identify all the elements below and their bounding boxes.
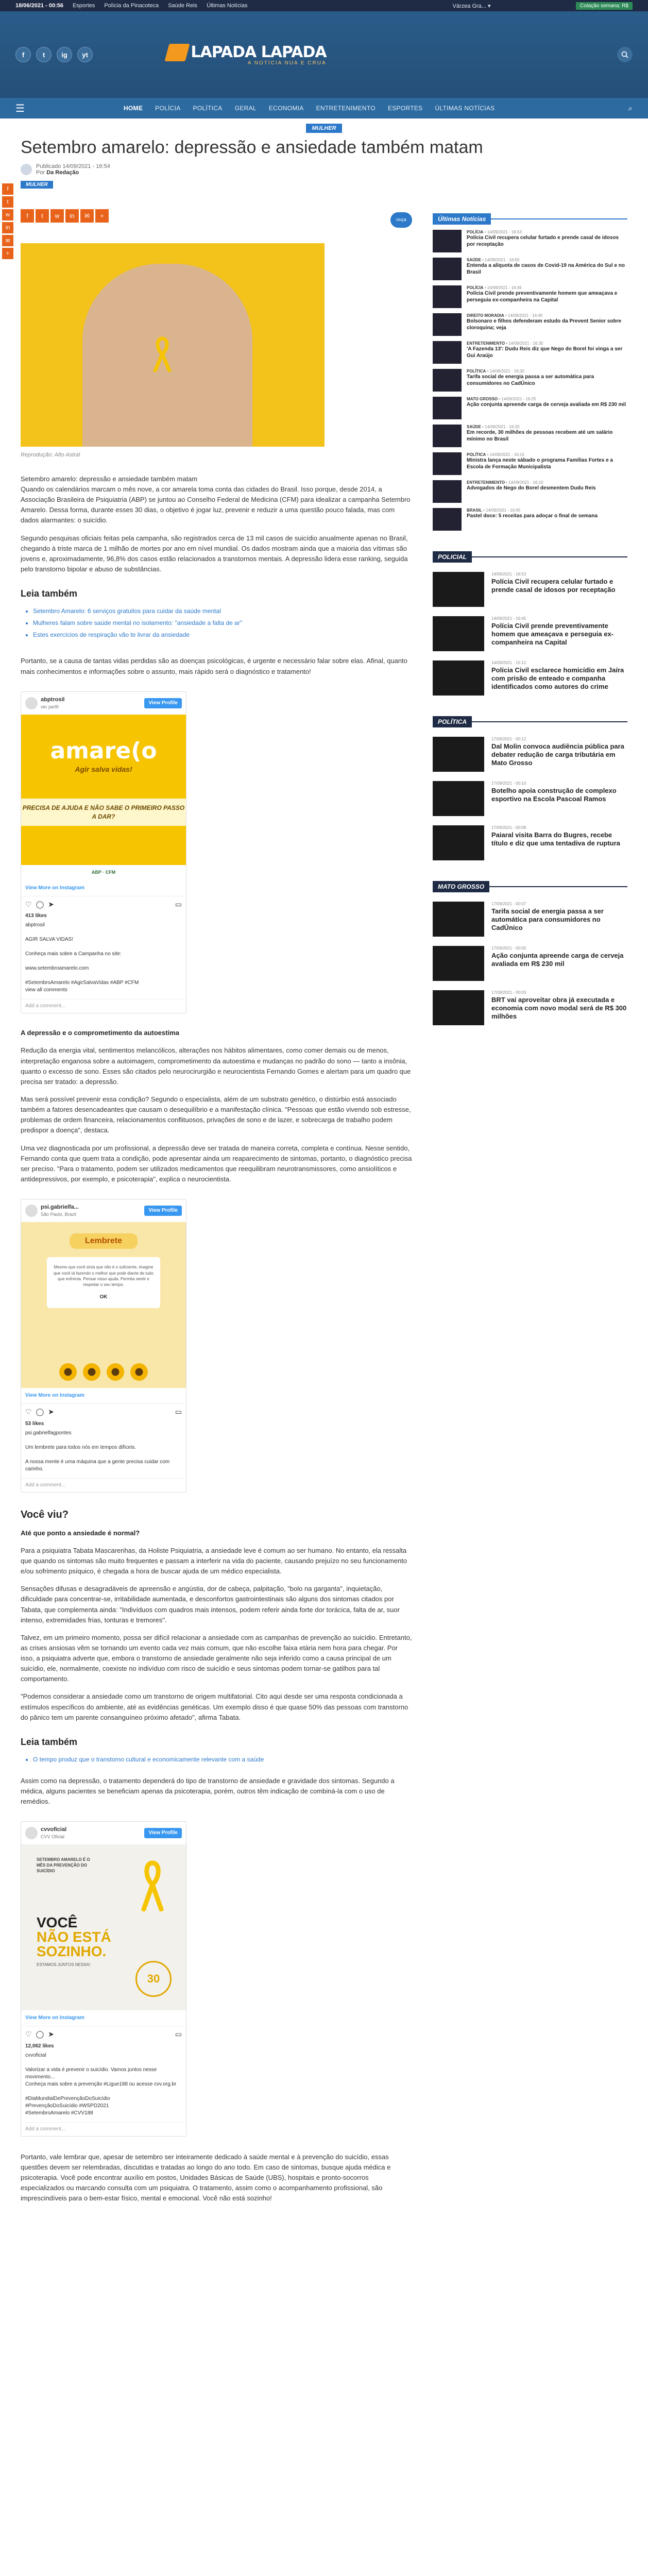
related-link[interactable]: • O tempo produz que o transtorno cultural e economicamente relevante com a saúde [33,1754,412,1766]
paragraph: Assim como na depressão, o tratamento dependerá do tipo de transtorno de ansiedade e gravidade dos sintomas. Segundo a médica, alguns pacientes se beneficiam apenas da psicoterapia, porém, outros têm indicação de combiná-la com o uso de remédios. [21,1776,395,1805]
sunflower-icon [83,1363,100,1381]
politica-list [433,737,627,860]
insta-image-headline-1: VOCÊ [37,1914,78,1930]
news-thumbnail[interactable] [433,341,462,364]
news-title[interactable]: Ação conjunta apreende carga de cerveja avaliada em R$ 230 mil [467,401,626,408]
insta-username[interactable]: abptrosil [41,696,65,703]
news-title[interactable]: Botelho apoia construção de complexo esportivo na Escola Pascoal Ramos [491,786,617,803]
author-prefix: Por [36,169,45,176]
instagram-icon[interactable]: ig [57,47,72,62]
news-title[interactable]: Bolsonaro e filhos defenderam estudo da Prevent Senior sobre cloroquina; veja [467,318,622,331]
insta-image-headline-3: SOZINHO. [37,1943,107,1959]
logo-mark-icon [165,44,190,61]
share-twitter-icon[interactable]: t [36,209,49,223]
menu-icon[interactable]: ☰ [15,103,25,114]
news-title[interactable]: Em recorde, 30 milhões de pessoas recebem até um salário mínimo no Brasil [467,429,613,442]
news-date: 14/09/2021 - 16:35 [508,341,543,346]
news-date: 17/09/2021 - 00:10 [491,781,526,786]
list-item[interactable] [433,781,627,816]
news-date: 14/09/2021 - 16:45 [487,285,522,290]
news-category: SAÚDE [467,257,482,262]
list-item[interactable]: POLÍCIA • 14/09/2021 - 16:45 Polícia Civil prende preventivamente homem que ameaçava e perseguia ex-companheira na Capital [433,285,627,308]
avatar [25,1205,38,1217]
logo-tagline: A NOTÍCIA NUA E CRUA [247,60,327,66]
nav-geral[interactable]: GERAL [234,105,257,112]
list-item[interactable] [433,616,627,651]
view-more-link[interactable]: View More on Instagram [21,2010,186,2026]
list-item[interactable] [433,946,627,981]
insta-image-footer: ABP · CFM [21,865,186,880]
insta-image-strip: PRECISA DE AJUDA E NÃO SABE O PRIMEIRO PASSO A DAR? [21,799,186,826]
news-thumbnail[interactable] [433,572,484,607]
news-thumbnail[interactable] [433,946,484,981]
news-title[interactable]: Advogados de Nego do Borel desmentem Dudu Reis [467,485,596,491]
news-thumbnail[interactable] [433,452,462,475]
likes-count: 413 likes [25,913,47,919]
listen-button[interactable]: ouça [390,212,412,228]
insta-caption: cvvoficial Valorizar a vida é prevenir o suicídio. Vamos juntos nesse movimento... Conheça mais sobre a prevenção #Ligue188 ou acesse cvv.org.br #DiaMundialDePrevençãoDoSuicídio #PrevençãoDoSuicídio #WSPD2021 #SetembroAmarelo #CVV188 [25,2052,177,2116]
policial-title[interactable]: POLICIAL [433,551,472,563]
paragraph: Portanto, se a causa de tantas vidas perdidas são as doenças psicológicas, é urgente e necessário falar sobre elas. Afinal, quanto mais conhecimentos e informações sobre o assunto, mais rápido será o diagnóstico e tratamento! [21,657,407,675]
instagram-embed-2 [21,1199,186,1493]
related-link[interactable]: • Mulheres falam sobre saúde mental no isolamento: "ansiedade a falta de ar" [33,617,412,629]
published-date: Publicado 14/09/2021 - 16:54 [36,163,110,170]
facebook-icon[interactable]: f [15,47,31,62]
section-subheading: Até que ponto a ansiedade é normal? [21,1529,140,1537]
list-item[interactable]: MATO GROSSO • 14/09/2021 - 16:25 Ação conjunta apreende carga de cerveja avaliada em R$ 230 mil [433,397,627,419]
list-item[interactable]: POLÍTICA • 14/09/2021 - 16:30 Tarifa social de energia passa a ser automática para consumidores no CadÚnico [433,369,627,392]
weather-ticker[interactable]: Várzea Gra... ▾ [452,3,491,9]
instagram-embed-3 [21,1821,186,2137]
news-date: 17/09/2021 - 00:12 [491,736,526,741]
news-thumbnail[interactable] [433,660,484,696]
insta-image-small-text: SETEMBRO AMARELO É O MÊS DA PREVENÇÃO DO SUICÍDIO [37,1857,90,1874]
top-link-1[interactable]: Esportes [72,3,95,9]
news-title[interactable]: Ação conjunta apreende carga de cerveja avaliada em R$ 230 mil [491,951,624,968]
nav-esportes[interactable]: ESPORTES [387,105,423,112]
insta-image[interactable] [21,1222,186,1388]
insta-image[interactable] [21,1844,186,2010]
intro-line: Setembro amarelo: depressão e ansiedade também matam [21,474,198,483]
site-header [0,11,648,98]
news-date: 14/09/2021 - 16:45 [491,616,526,621]
latest-news-list [433,230,627,531]
insta-image-footer: ESTAMOS JUNTOS NESSA! [37,1962,91,1967]
mt-heading [433,881,627,892]
list-item[interactable] [433,572,627,607]
news-thumbnail[interactable] [433,616,484,651]
news-title[interactable]: Polícia Civil esclarece homicídio em Jaíra com prisão de enteado e companha identificados como autores do crime [491,666,624,691]
list-item[interactable]: SAÚDE • 14/09/2021 - 16:20 Em recorde, 30 milhões de pessoas recebem até um salário mínimo no Brasil [433,425,627,447]
insta-location: CVV Oficial [41,1834,65,1840]
hero-image [21,243,325,447]
paragraph: Uma vez diagnosticada por um profissional, a depressão deve ser tratada de maneira correta, completa e contínua. Nesse sentido, Fernando conta que quem trata a condição, pode apresentar ainda um reaparecimento de sintomas, portanto, o diagnóstico precisa ser preciso. "Para o tratamento, podem ser utilizados medicamentos que reequilibram neurotransmissores, como ansiolíticos e antidepressivos, por exemplo, e psicoterapia", explica o neurocientista. [21,1144,412,1183]
politica-title[interactable]: POLÍTICA [433,716,472,727]
insta-image-subtitle: Agir salva vidas! [75,765,132,774]
category-label[interactable]: MULHER [306,124,342,133]
heart-icon[interactable]: ♡ [25,1408,32,1416]
news-thumbnail[interactable] [433,425,462,447]
category-tag[interactable]: MULHER [21,181,53,189]
sunflower-icon [59,1363,77,1381]
news-category: POLÍTICA [467,368,486,374]
policial-list [433,572,627,696]
view-profile-button[interactable]: View Profile [144,1206,182,1216]
news-date: 14/09/2021 - 16:53 [491,571,526,577]
share-whatsapp-icon[interactable]: w [2,209,13,221]
sunflowers [59,1363,148,1388]
news-title[interactable]: Polícia Civil recupera celular furtado e prende casal de idosos por receptação [491,577,616,594]
news-date: 17/09/2021 - 00:07 [491,901,526,906]
news-title[interactable]: Polícia Civil prende preventivamente homem que ameaçava e perseguia ex-companheira na Capital [491,621,614,647]
latest-news-heading [433,213,627,225]
nav-search-icon[interactable]: ⌕ [628,104,633,113]
likes-count: 53 likes [25,1420,44,1427]
news-category: SAÚDE [467,424,482,429]
view-profile-button[interactable]: View Profile [144,1828,182,1838]
bookmark-icon[interactable]: ▭ [175,1408,182,1416]
heart-icon[interactable]: ♡ [25,900,32,908]
share-whatsapp-icon[interactable]: w [50,209,64,223]
hero-caption: Reprodução: Alto Astral [21,451,80,458]
view-profile-button[interactable]: View Profile [144,698,182,708]
paragraph: Talvez, em um primeiro momento, possa ser difícil relacionar a ansiedade com as campanhas de prevenção ao suicídio. Entretanto, as crises ansiosas vêm se tornando um evento cada vez mais comum, que não escolhe faixa etária nem hora para chegar. Por isso, a psiquiatra adverte que, embora o transtorno de ansiedade geralmente não seja inferido como a causa principal de um suicídio, ele, normalmente, coexiste no indivíduo com risco de suicídio e seus sintomas podem tornar-se gatilhos para tal comportamento. [21,1633,412,1683]
header-search-button[interactable] [617,47,633,62]
news-thumbnail[interactable] [433,781,484,816]
leia-tambem-list [33,605,412,640]
insta-image-card-text: Mesmo que você sinta que não é o suficiente, imagine que você tá fazendo o melhor que pode diante de tudo que enfrenta. Pensar nisso ajuda. Permita sentir e respeitar o seu tempo. [54,1265,154,1287]
news-title[interactable]: Polícia Civil recupera celular furtado e prende casal de idosos por receptação [467,234,619,247]
news-date: 17/09/2021 - 00:05 [491,945,526,951]
article-title: Setembro amarelo: depressão e ansiedade também matam [21,138,483,157]
politica-heading [433,716,627,727]
paragraph: "Podemos considerar a ansiedade como um transtorno de origem multifatorial. Cito aqui desde ser uma resposta condicionada a estímulos específicos do ambiente, até as evidências genéticas. Um exemplo disso é que quase 50% das pessoas com transtorno do pânico tem um parente consanguíneo próximo afetado", afirma Tabata. [21,1692,408,1721]
section-subheading: A depressão e o comprometimento da autoestima [21,1029,179,1037]
news-thumbnail[interactable] [433,258,462,280]
news-thumbnail[interactable] [433,902,484,937]
add-comment-input[interactable]: Add a comment... [21,2122,186,2136]
site-logo[interactable] [167,43,326,66]
list-item[interactable]: POLÍTICA • 14/09/2021 - 16:15 Ministra lança neste sábado o programa Famílias Fortes e a Escola de Formação Municipalista [433,452,627,475]
news-category: BRASIL [467,507,482,513]
news-title[interactable]: Tarifa social de energia passa a ser automática para consumidores no CadÚnico [491,907,604,932]
share-twitter-icon[interactable]: t [2,196,13,208]
paragraph: Mas será possível prevenir essa condição? Segundo o especialista, além de um substrato genético, o distúrbio está associado também a fatores desencadeantes que causam o desequilíbrio e a manifestação clínica. "Pessoas que estão vivendo sob estresse, problemas de ordem financeira, relacionamentos conflituosos, privações de sono e de lazer, e sobrecarga de trabalho podem predispor a doença", destaca. [21,1095,411,1134]
quote-badge: Cotação semana: R$ [576,2,633,10]
top-link-3[interactable]: Saúde Reis [168,3,198,9]
list-item[interactable] [433,825,627,860]
likes-count: 12,062 likes [25,2043,54,2049]
mt-list [433,902,627,1025]
list-item[interactable]: POLÍCIA • 14/09/2021 - 16:53 Polícia Civil recupera celular furtado e prende casal de idosos por receptação [433,230,627,252]
view-more-link[interactable]: View More on Instagram [21,1388,186,1404]
news-category: POLÍCIA [467,285,484,290]
news-thumbnail[interactable] [433,230,462,252]
leia-tambem-heading: Leia também [21,1736,78,1747]
leia-tambem-heading: Leia também [21,588,78,599]
insta-location: São Paulo, Brazil [41,1212,77,1217]
news-title[interactable]: Dal Molin convoca audiência pública para debater redução de carga tributária em Mato Grosso [491,742,624,767]
comment-icon[interactable]: ◯ [36,2030,44,2038]
news-title[interactable]: Tarifa social de energia passa a ser automática para consumidores no CadÚnico [467,374,594,386]
share-icon[interactable]: ➤ [48,900,54,908]
share-linkedin-icon[interactable]: in [2,222,13,233]
sidebar [433,209,627,2204]
news-thumbnail[interactable] [433,737,484,772]
paragraph: Quando os calendários marcam o mês nove, a cor amarela toma conta das cidades do Brasil. Isso porque, desde 2014, a Associação Brasileira de Psiquiatria (ABP) se juntou ao Conselho Federal de Medicina (CFM) para idealizar a campanha Setembro Amarelo. Dessa forma, durante esses 30 dias, o objetivo é jogar luz, prevenir e reduzir a uma questão pouco falada, mas com dados alarmantes: o suicídio. [21,485,411,524]
author-avatar [21,164,32,175]
instagram-embed-1 [21,691,186,1014]
add-comment-input[interactable]: Add a comment... [21,1478,186,1492]
news-title[interactable]: BRT vai aproveitar obra já executada e economia com novo modal será de R$ 300 milhões [491,995,627,1021]
nav-ultimas-noticias[interactable]: ÚLTIMAS NOTÍCIAS [435,105,495,112]
policial-heading [433,551,627,563]
youtube-icon[interactable]: yt [77,47,93,62]
avatar [25,697,38,709]
news-thumbnail[interactable] [433,508,462,531]
news-category: POLÍCIA [467,229,484,234]
nav-entretenimento[interactable]: ENTRETENIMENTO [316,105,376,112]
byline [21,163,627,176]
top-link-2[interactable]: Polícia da Pinacoteca [104,3,159,9]
paragraph: Sensações difusas e desagradáveis de apreensão e angústia, dor de cabeça, palpitação, "bolo na garganta", inquietação, dificuldade para concentrar-se, irritabilidade aumentada, e desconfortos gastrointestinais são alguns dos sintomas citados por Tabata, que complementa ainda: "Indivíduos com quadros mais intensos, podem referir ainda forte dor torácica, falta de ar, suor intenso, extremidades frias, tonturas e tremores". [21,1585,400,1624]
insta-image-seal: 30 [135,1961,172,1997]
article-body [21,209,412,2204]
logo-title: LAPADA LAPADA [191,43,327,61]
leia-tambem-list [33,1754,412,1766]
avatar [25,1827,38,1839]
nav-politica[interactable]: POLÍTICA [193,105,223,112]
bookmark-icon[interactable]: ▭ [175,2030,182,2038]
paragraph: Portanto, vale lembrar que, apesar de setembro ser inteiramente dedicado à saúde mental e à prevenção do suicídio, essas questões devem ser relembradas, discutidas e tratadas ao longo do ano todo. Em caso de sintomas, busque ajuda médica e psicoterapia. Você pode encontrar auxílio em postos, Unidades Básicas de Saúde (UBS), hospitais e pronto-socorros especializados ou marcando consulta com um psiquiatra. O tratamento, assim como o acompanhamento profissional, são imprescindíveis para o bem-estar físico, mental e emocional. Você não está sozinho! [21,2153,391,2202]
sunflower-icon [130,1363,148,1381]
share-email-icon[interactable]: ✉ [2,235,13,246]
top-link-4[interactable]: Últimas Notícias [207,3,248,9]
list-item[interactable] [433,902,627,937]
section-heading: Você viu? [21,1509,69,1520]
news-date: 14/09/2021 - 16:53 [487,229,522,234]
insta-image-headline-2: NÃO ESTÁ [37,1928,111,1945]
paragraph: Redução da energia vital, sentimentos melancólicos, alterações nos hábitos alimentares, como comer demais ou de menos, interpretação enganosa sobre a autoimagem, comprometimento da autoestima e mudanças no padrão do sono — tanto a insônia, quanto o excesso de sono. Esses são citados pelo neurocirurgião e neurocientista Fernando Gomes e alertam para um quadro que precisa ser tratado: a depressão. [21,1046,411,1086]
news-date: 14/09/2021 - 16:30 [489,368,524,374]
related-link[interactable]: • Estes exercícios de respiração vão te livrar da ansiedade [33,629,412,641]
news-category: ENTRETENIMENTO [467,480,505,485]
top-date: 18/06/2021 - 00:56 [15,3,63,9]
news-title[interactable]: Ministra lança neste sábado o programa Famílias Fortes e a Escola de Formação Municipalista [467,457,613,470]
paragraph: Para a psiquiatra Tabata Mascarenhas, da Holiste Psiquiatria, a ansiedade leve é comum ao ser humano. No entanto, ela ressalta que quando os sintomas são muito frequentes e passam a interferir na vida do paciente, causando prejuízo no seu funcionamento e/ou sofrimento psíquico, é chegada a hora de buscar ajuda de um médico especialista. [21,1546,407,1575]
news-thumbnail[interactable] [433,480,462,503]
news-thumbnail[interactable] [433,990,484,1025]
bookmark-icon[interactable]: ▭ [175,900,182,908]
search-icon [621,51,628,58]
insta-location: ver perfil [41,704,59,710]
news-date: 14/09/2021 - 16:10 [508,480,543,485]
latest-news-title[interactable]: Últimas Notícias [433,213,491,225]
share-plus-icon[interactable]: + [2,248,13,259]
share-icon[interactable]: ➤ [48,1408,54,1416]
yellow-ribbon-icon [140,1860,165,1911]
view-more-link[interactable]: View More on Instagram [21,880,186,896]
news-title[interactable]: Entenda a alíquota de casos de Covid-19 na América do Sul e no Brasil [467,262,625,275]
insta-image[interactable] [21,715,186,880]
news-date: 14/09/2021 - 16:20 [485,424,520,429]
news-thumbnail[interactable] [433,313,462,336]
nav-policia[interactable]: POLÍCIA [155,105,181,112]
news-date: 14/09/2021 - 16:05 [486,507,521,513]
share-email-icon[interactable]: ✉ [80,209,94,223]
news-title[interactable]: Paiaral visita Barra do Bugres, recebe título e diz que uma tentadiva de ruptura [491,831,620,848]
news-title[interactable]: Pastel doce: 5 receitas para adoçar o final de semana [467,513,598,519]
twitter-icon[interactable]: t [36,47,52,62]
insta-caption: abptrosil AGIR SALVA VIDAS! Conheça mais sobre a Campanha no site: www.setembroamarelo.com #SetembroAmarelo #AgirSalvaVidas #ABP #CFM view all comments [25,922,139,993]
news-date: 14/09/2021 - 15:12 [491,660,526,665]
news-category: DIREITO MORADIA [467,313,504,318]
add-comment-input[interactable]: Add a comment... [21,999,186,1013]
related-link[interactable]: • Setembro Amarelo: 6 serviços gratuitos para cuidar da saúde mental [33,605,412,617]
share-plus-icon[interactable]: + [95,209,109,223]
insta-caption: psi.gabrielfagpontes Um lembrete para todos nós em tempos difíceis. A nossa mente é uma máquina que a gente precisa cuidar com carinho. [25,1430,170,1472]
insta-image-title: amare(o [50,737,157,764]
insta-username[interactable]: cvvoficial [41,1826,67,1833]
author-name[interactable]: Da Redação [46,169,79,176]
news-thumbnail[interactable] [433,825,484,860]
share-linkedin-icon[interactable]: in [65,209,79,223]
top-bar [0,0,648,11]
insta-username[interactable]: psi.gabrielfa... [41,1204,79,1211]
mt-title[interactable]: MATO GROSSO [433,881,489,892]
list-item[interactable]: BRASIL • 14/09/2021 - 16:05 Pastel doce: 5 receitas para adoçar o final de semana [433,508,627,531]
news-date: 14/09/2021 - 16:15 [489,452,524,457]
sunflower-icon [107,1363,124,1381]
news-thumbnail[interactable] [433,397,462,419]
news-date: 14/09/2021 - 16:25 [501,396,536,401]
news-category: ENTRETENIMENTO [467,341,505,346]
news-title[interactable]: Polícia Civil prende preventivamente homem que ameaçava e perseguia ex-companheira na Capital [467,290,618,303]
list-item[interactable] [433,737,627,772]
news-thumbnail[interactable] [433,285,462,308]
share-icon[interactable]: ➤ [48,2030,54,2038]
insta-image-card [47,1257,160,1308]
insta-image-ok: OK [99,1294,108,1300]
list-item[interactable]: ENTRETENIMENTO • 14/09/2021 - 16:35 'A Fazenda 13': Dudu Reis diz que Nego do Borel foi vinga a ser Gui Araújo [433,341,627,364]
nav-home[interactable]: HOME [123,105,143,112]
news-thumbnail[interactable] [433,369,462,392]
news-date: 17/09/2021 - 00:03 [491,990,526,995]
list-item[interactable]: SAÚDE • 14/09/2021 - 16:50 Entenda a alíquota de casos de Covid-19 na América do Sul e no Brasil [433,258,627,280]
news-date: 14/09/2021 - 16:50 [485,257,520,262]
yellow-ribbon-icon [152,336,173,372]
social-links [15,47,93,62]
list-item[interactable]: DIREITO MORADIA • 14/09/2021 - 16:40 Bolsonaro e filhos defenderam estudo da Prevent Senior sobre cloroquina; veja [433,313,627,336]
list-item[interactable] [433,990,627,1025]
comment-icon[interactable]: ◯ [36,900,44,908]
list-item[interactable]: ENTRETENIMENTO • 14/09/2021 - 16:10 Advogados de Nego do Borel desmentem Dudu Reis [433,480,627,503]
share-facebook-icon[interactable]: f [21,209,34,223]
comment-icon[interactable]: ◯ [36,1408,44,1416]
news-category: MATO GROSSO [467,396,498,401]
news-category: POLÍTICA [467,452,486,457]
paragraph: Segundo pesquisas oficiais feitas pela campanha, são registrados cerca de 13 mil casos de suicídio anualmente apenas no Brasil, chegando à triste marca de 1 milhão de mortes por ano em nível mundial. Os dados mostram ainda que a maioria das vítimas são jovens e, aproximadamente, 96,8% dos casos estão relacionados a transtornos mentais. A depressão lidera esse ranking, seguida pelo transtorno bipolar e abuso de substâncias. [21,534,408,573]
heart-icon[interactable]: ♡ [25,2030,32,2038]
floating-share-bar [2,183,13,259]
share-facebook-icon[interactable]: f [2,183,13,195]
main-nav [0,98,648,118]
list-item[interactable] [433,660,627,696]
insta-image-title: Lembrete [70,1233,138,1249]
news-date: 17/09/2021 - 00:08 [491,825,526,830]
news-date: 14/09/2021 - 16:40 [508,313,543,318]
news-title[interactable]: 'A Fazenda 13': Dudu Reis diz que Nego do Borel foi vinga a ser Gui Araújo [467,346,623,359]
nav-economia[interactable]: ECONOMIA [268,105,304,112]
